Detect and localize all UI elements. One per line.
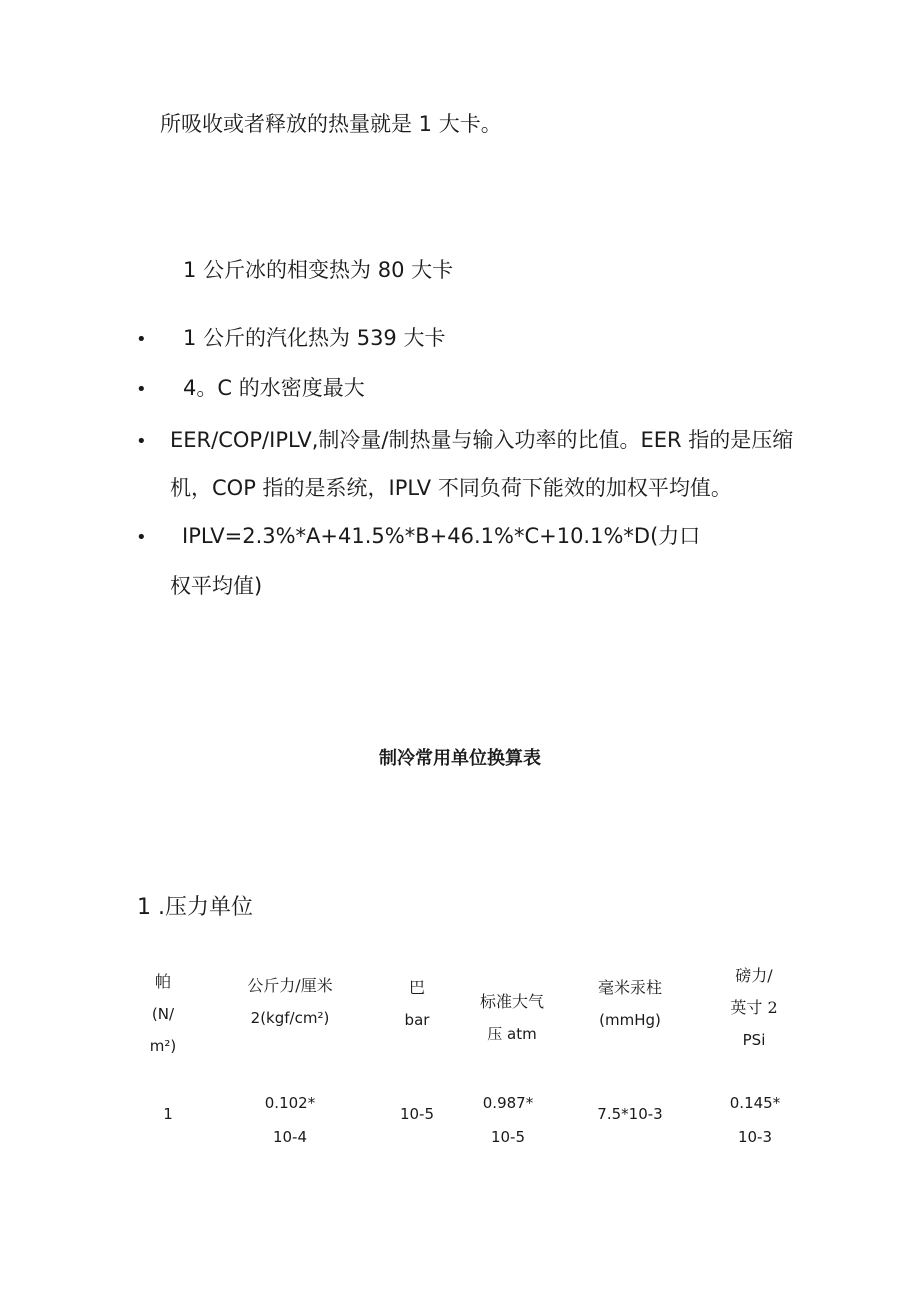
header-kgf-line2: 2(kgf/cm²) xyxy=(250,1009,330,1027)
fact-eer-line1: EER/COP/IPLV,制冷量/制热量与输入功率的比值。EER 指的是压缩 xyxy=(170,428,794,452)
value-atm xyxy=(458,1086,558,1154)
bullet-icon: • xyxy=(136,329,147,350)
value-psi-line1: 0.145* xyxy=(729,1094,781,1112)
header-psi-line3: PSi xyxy=(742,1031,766,1049)
fact-iplv-line1: IPLV=2.3%*A+41.5%*B+46.1%*C+10.1%*D(力口 xyxy=(182,524,701,548)
header-bar-line1: 巴 xyxy=(408,978,425,997)
header-bar-line2: bar xyxy=(404,1011,430,1029)
fact-iplv-line2: 权平均值) xyxy=(170,574,263,598)
header-pascal-line2: (N/ xyxy=(151,1005,175,1023)
header-pascal xyxy=(128,966,198,1062)
header-psi-line2: 英寸 2 xyxy=(730,998,778,1017)
header-kgf xyxy=(225,970,355,1034)
header-psi xyxy=(714,960,794,1056)
header-atm-line2: 压 atm xyxy=(487,1025,537,1043)
value-bar: 10-5 xyxy=(399,1105,435,1123)
header-pascal-line3: m²) xyxy=(149,1037,177,1055)
fact-ice-heat: 1 公斤冰的相变热为 80 大卡 xyxy=(183,258,454,282)
value-kgf-line2: 10-4 xyxy=(272,1128,308,1146)
value-pascal: 1 xyxy=(163,1105,173,1123)
fact-vapor-heat: 1 公斤的汽化热为 539 大卡 xyxy=(183,326,446,350)
value-kgf xyxy=(240,1086,340,1154)
bullet-icon: • xyxy=(136,379,147,400)
value-psi xyxy=(710,1086,800,1154)
bullet-icon: • xyxy=(136,527,147,548)
header-atm-line1: 标准大气 xyxy=(479,992,544,1011)
header-mmhg xyxy=(580,972,680,1036)
value-psi-line2: 10-3 xyxy=(737,1128,773,1146)
value-mmhg: 7.5*10-3 xyxy=(597,1105,663,1123)
header-mmhg-line1: 毫米汞柱 xyxy=(597,978,662,997)
header-kgf-line1: 公斤力/厘米 xyxy=(247,976,333,995)
header-mmhg-line2: (mmHg) xyxy=(599,1011,661,1029)
header-atm xyxy=(462,986,562,1050)
header-pascal-line1: 帕 xyxy=(154,972,171,991)
fact-water-density: 4。C 的水密度最大 xyxy=(183,376,365,400)
header-bar xyxy=(382,972,452,1036)
intro-line: 所吸收或者释放的热量就是 1 大卡。 xyxy=(160,112,502,136)
fact-eer-line2: 机，COP 指的是系统，IPLV 不同负荷下能效的加权平均值。 xyxy=(170,476,732,500)
header-psi-line1: 磅力/ xyxy=(735,966,773,985)
value-atm-line1: 0.987* xyxy=(482,1094,534,1112)
value-kgf-line1: 0.102* xyxy=(264,1094,316,1112)
value-atm-line2: 10-5 xyxy=(490,1128,526,1146)
table-title: 制冷常用单位换算表 xyxy=(379,748,541,769)
section-heading: 1 .压力单位 xyxy=(137,895,253,920)
bullet-icon: • xyxy=(136,431,147,452)
